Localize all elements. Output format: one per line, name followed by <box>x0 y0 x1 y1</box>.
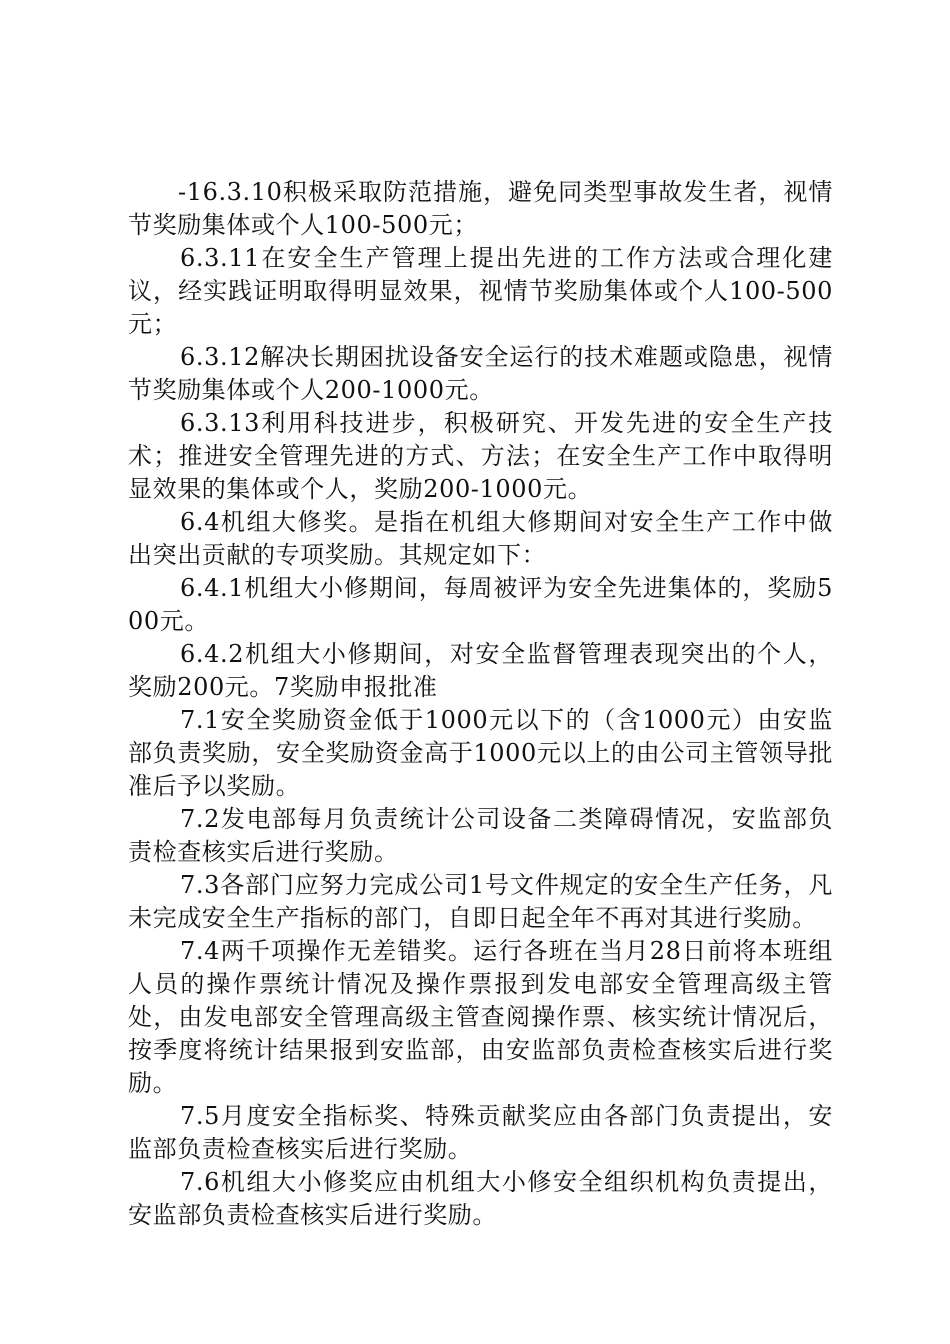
paragraph-7-6: 7.6机组大小修奖应由机组大小修安全组织机构负责提出，安监部负责检查核实后进行奖励。 <box>128 1168 833 1229</box>
paragraph-6-3-13: 6.3.13利用科技进步，积极研究、开发先进的安全生产技术；推进安全管理先进的方式、方法；在安全生产工作中取得明显效果的集体或个人，奖励200-1000元。 <box>128 409 833 503</box>
paragraph-6-4-1: 6.4.1机组大小修期间，每周被评为安全先进集体的，奖励500元。 <box>128 574 833 635</box>
paragraph-7-3: 7.3各部门应努力完成公司1号文件规定的安全生产任务，凡未完成安全生产指标的部门，自即日起全年不再对其进行奖励。 <box>128 871 833 932</box>
paragraph-7-1: 7.1安全奖励资金低于1000元以下的（含1000元）由安监部负责奖励，安全奖励资金高于1000元以上的由公司主管领导批准后予以奖励。 <box>128 706 833 800</box>
paragraph-6-3-11: 6.3.11在安全生产管理上提出先进的工作方法或合理化建议，经实践证明取得明显效果，视情节奖励集体或个人100-500元； <box>128 244 833 338</box>
document-body <box>128 176 833 1232</box>
paragraph-6-3-10: -16.3.10积极采取防范措施，避免同类型事故发生者，视情节奖励集体或个人100-500元； <box>128 178 833 239</box>
paragraph-6-4-2: 6.4.2机组大小修期间，对安全监督管理表现突出的个人，奖励200元。7奖励申报批准 <box>128 640 833 701</box>
paragraph-6-4: 6.4机组大修奖。是指在机组大修期间对安全生产工作中做出突出贡献的专项奖励。其规定如下： <box>128 508 833 569</box>
paragraph-7-2: 7.2发电部每月负责统计公司设备二类障碍情况，安监部负责检查核实后进行奖励。 <box>128 805 833 866</box>
paragraph-6-3-12: 6.3.12解决长期困扰设备安全运行的技术难题或隐患，视情节奖励集体或个人200-1000元。 <box>128 343 833 404</box>
paragraph-7-5: 7.5月度安全指标奖、特殊贡献奖应由各部门负责提出，安监部负责检查核实后进行奖励。 <box>128 1102 833 1163</box>
paragraph-7-4: 7.4两千项操作无差错奖。运行各班在当月28日前将本班组人员的操作票统计情况及操作票报到发电部安全管理高级主管处，由发电部安全管理高级主管查阅操作票、核实统计情况后，按季度将统计结果报到安监部，由安监部负责检查核实后进行奖励。 <box>128 937 833 1097</box>
